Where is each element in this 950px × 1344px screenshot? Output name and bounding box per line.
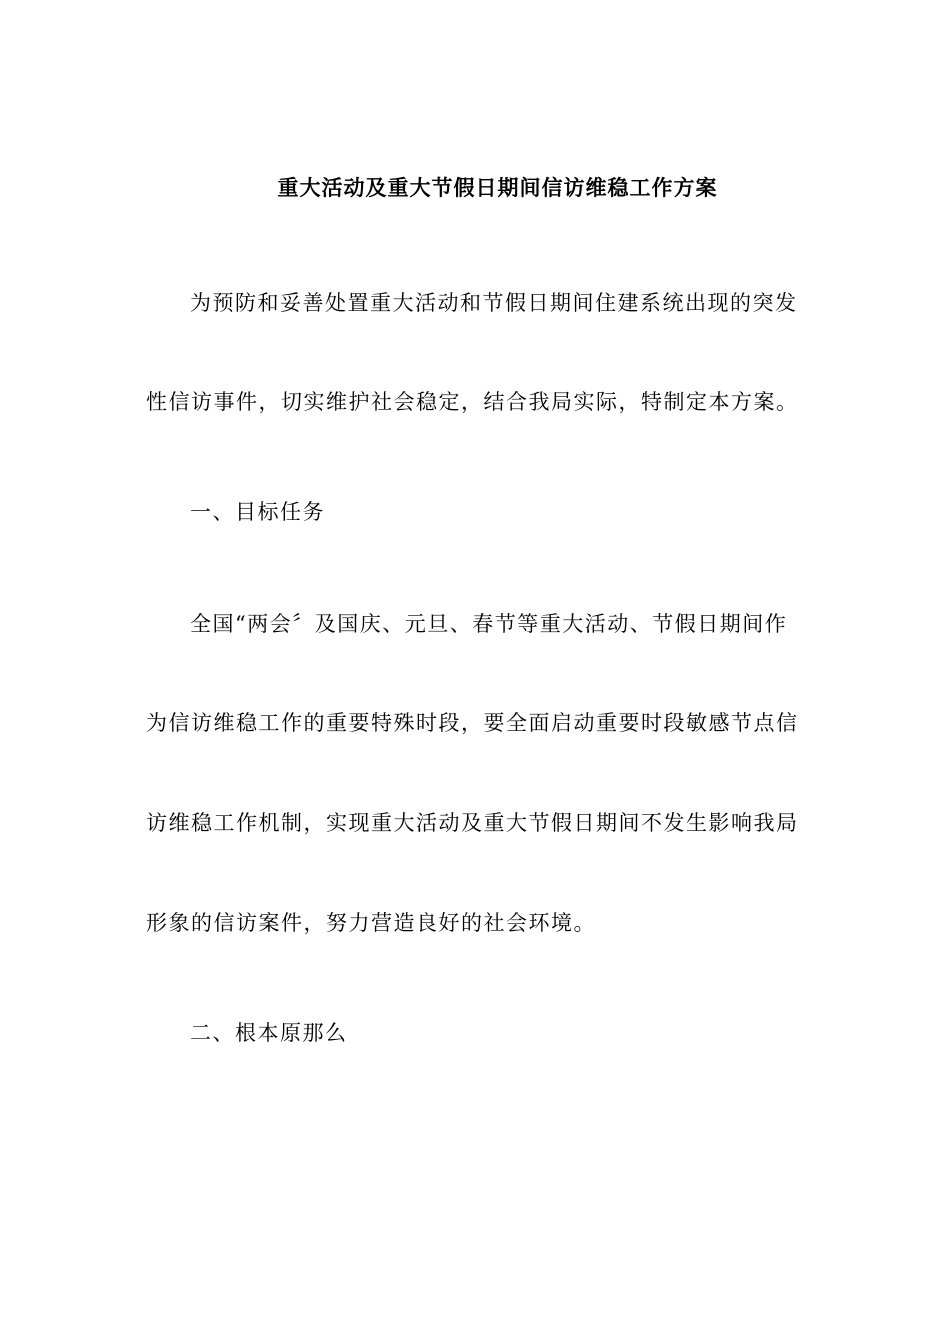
paragraph-intro-line-2: 性信访事件，切实维护社会稳定，结合我局实际，特制定本方案。 [146,390,799,414]
paragraph-goals-line-1: 全国“两会〞及国庆、元旦、春节等重大活动、节假日期间作 [190,612,788,636]
section-heading-principles: 二、根本原那么 [190,1021,348,1045]
section-heading-goals: 一、目标任务 [190,500,325,524]
paragraph-intro-line-1: 为预防和妥善处置重大活动和节假日期间住建系统出现的突发 [190,291,798,315]
paragraph-goals-line-4: 形象的信访案件，努力营造良好的社会环境。 [146,911,596,935]
document-title: 重大活动及重大节假日期间信访维稳工作方案 [277,175,718,200]
paragraph-goals-line-2: 为信访维稳工作的重要特殊时段，要全面启动重要时段敏感节点信 [146,711,799,735]
paragraph-goals-line-3: 访维稳工作机制，实现重大活动及重大节假日期间不发生影响我局 [146,811,799,835]
